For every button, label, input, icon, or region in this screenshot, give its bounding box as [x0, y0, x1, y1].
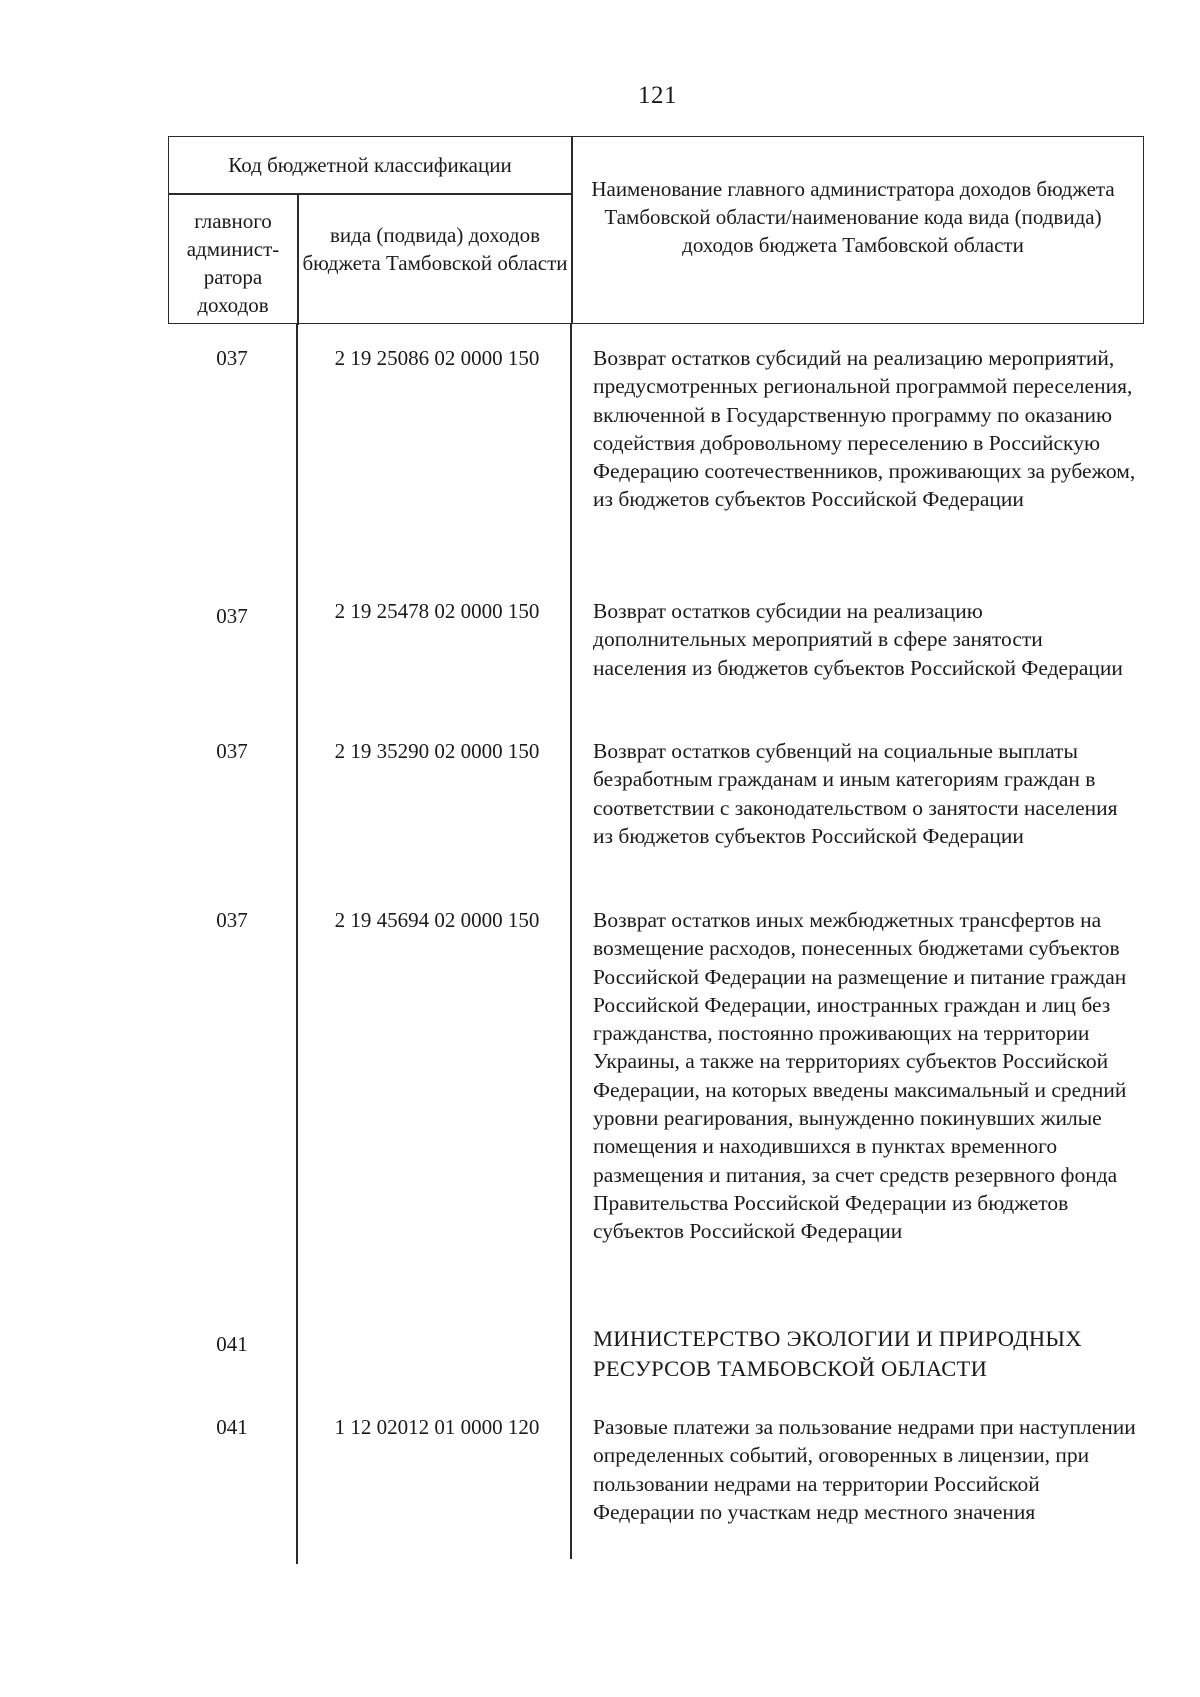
income-name: Возврат остатков субвенций на социальные выплаты безработным гражданам и иным категориям граждан в соответствии с законодательством о занятости населения из бюджетов субъектов Российской Федерации	[593, 739, 1118, 848]
column-divider	[570, 324, 572, 1559]
header-divider	[571, 137, 573, 323]
income-code: 2 19 25478 02 0000 150	[334, 599, 540, 623]
income-code: 2 19 35290 02 0000 150	[334, 739, 540, 763]
income-name: Возврат остатков иных межбюджетных трансфертов на возмещение расходов, понесенных бюджетами субъектов Российской Федерации на размещение и питание граждан Российской Федерации, иностранных граждан и лиц без гражданства, постоянно проживающих на территории Украины, а также на территориях субъектов Российской Федерации, на которых введены максимальный и средний уровни реагирования, вынужденно покинувших жилые помещения и находившихся в пунктах временного размещения и питания, за счет средств резервного фонда Правительства Российской Федерации из бюджетов субъектов Российской Федерации	[593, 908, 1127, 1244]
income-name: Разовые платежи за пользование недрами при наступлении определенных событий, оговоренных в лицензии, при пользовании недрами на территории Российской Федерации по участкам недр местного значения	[593, 1415, 1136, 1524]
header-divider	[297, 193, 299, 325]
column-divider	[296, 324, 298, 1564]
admin-code: 037	[216, 346, 248, 370]
ministry-heading: МИНИСТЕРСТВО ЭКОЛОГИИ И ПРИРОДНЫХ РЕСУРСОВ ТАМБОВСКОЙ ОБЛАСТИ	[593, 1326, 1082, 1381]
admin-code: 041	[216, 1415, 248, 1439]
income-name: Возврат остатков субсидий на реализацию мероприятий, предусмотренных региональной программой переселения, включенной в Государственную программу по оказанию содействия добровольному переселению в Российскую Федерацию соотечественников, проживающих за рубежом, из бюджетов субъектов Российской Федерации	[593, 346, 1136, 512]
header-divider	[169, 193, 571, 195]
admin-code: 041	[216, 1332, 248, 1356]
income-name: Возврат остатков субсидии на реализацию дополнительных мероприятий в сфере занятости населения из бюджетов субъектов Российской Федерации	[593, 599, 1123, 680]
admin-code: 037	[216, 604, 248, 628]
income-code: 2 19 45694 02 0000 150	[334, 908, 540, 932]
header-admin-column: главного админист-ратора доходов	[186, 209, 280, 317]
income-code: 2 19 25086 02 0000 150	[334, 346, 540, 370]
income-code: 1 12 02012 01 0000 120	[334, 1415, 540, 1439]
table-header	[168, 136, 1144, 324]
header-name-column: Наименование главного администратора доходов бюджета Тамбовской области/наименование кода вида (подвида) доходов бюджета Тамбовской области	[591, 177, 1115, 257]
admin-code: 037	[216, 739, 248, 763]
header-kind-column: вида (подвида) доходов бюджета Тамбовской области	[302, 223, 568, 275]
page-number: 121	[638, 82, 677, 109]
admin-code: 037	[216, 908, 248, 932]
header-code-group: Код бюджетной классификации	[228, 153, 512, 177]
